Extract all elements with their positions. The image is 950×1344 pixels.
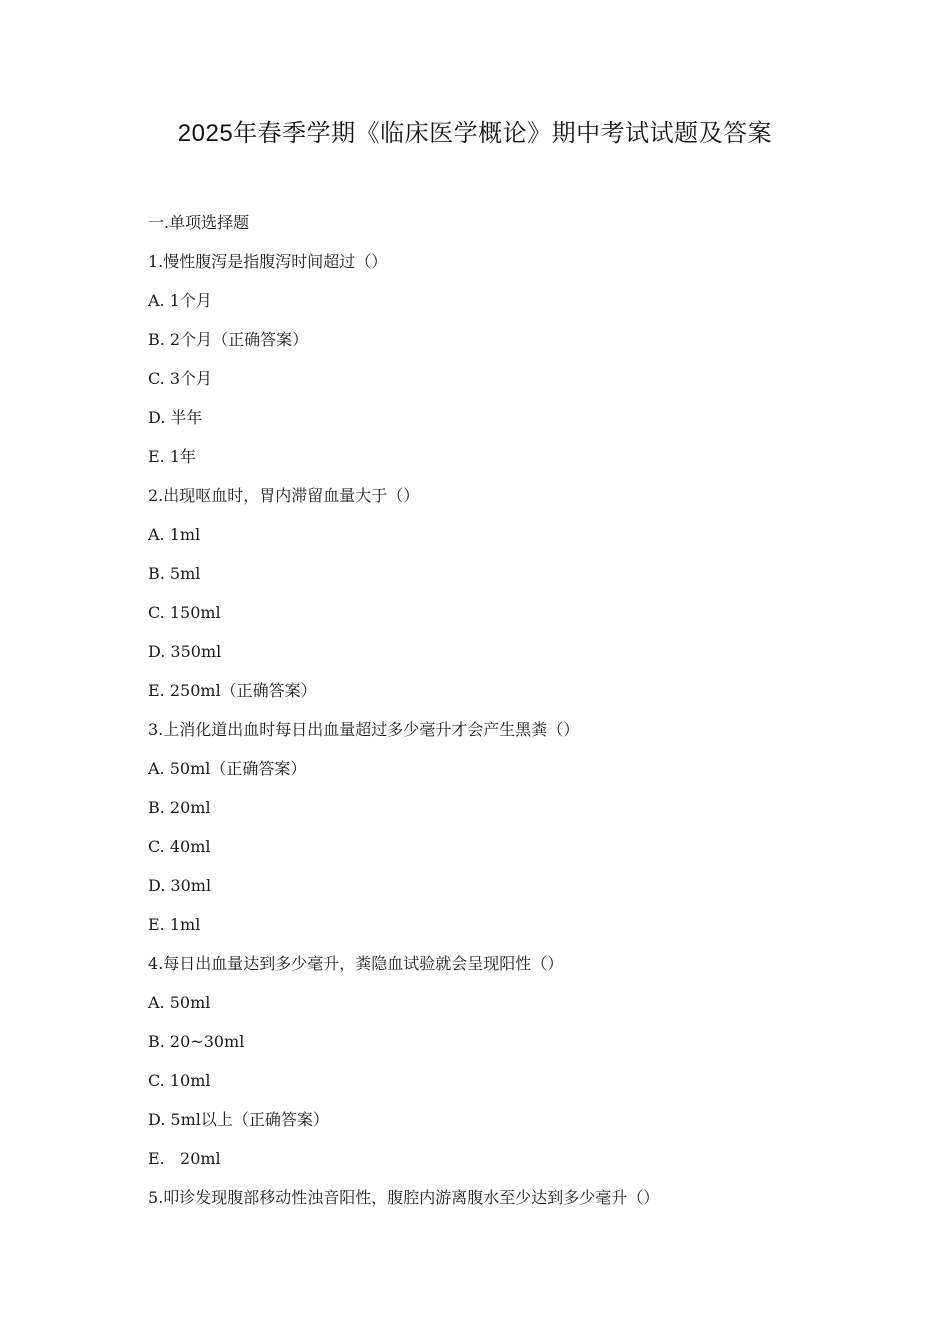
option-4d: D. 5ml以上（正确答案） bbox=[148, 1110, 329, 1129]
option-1a: A. 1个月 bbox=[148, 291, 212, 310]
option-3e: E. 1ml bbox=[148, 915, 201, 934]
option-1b: B. 2个月（正确答案） bbox=[148, 330, 309, 349]
question-stem-1: 1.慢性腹泻是指腹泻时间超过（） bbox=[148, 252, 388, 271]
page-title: 2025年春季学期《临床医学概论》期中考试试题及答案 bbox=[177, 120, 773, 147]
option-2d: D. 350ml bbox=[148, 642, 222, 661]
option-1c: C. 3个月 bbox=[148, 369, 213, 388]
section-heading: 一.单项选择题 bbox=[148, 213, 250, 232]
option-1d: D. 半年 bbox=[148, 408, 203, 427]
option-3a: A. 50ml（正确答案） bbox=[148, 759, 307, 778]
option-2c: C. 150ml bbox=[148, 603, 221, 622]
question-list bbox=[148, 208, 848, 1222]
question-stem-2: 2.出现呕血时，胃内滞留血量大于（） bbox=[148, 486, 420, 505]
option-2e: E. 250ml（正确答案） bbox=[148, 681, 317, 700]
option-3d: D. 30ml bbox=[148, 876, 212, 895]
option-2b: B. 5ml bbox=[148, 564, 201, 583]
option-4e: E. 20ml bbox=[148, 1149, 221, 1168]
option-3b: B. 20ml bbox=[148, 798, 211, 817]
option-4b: B. 20~30ml bbox=[148, 1032, 245, 1051]
question-stem-3: 3.上消化道出血时每日出血量超过多少毫升才会产生黑粪（） bbox=[148, 720, 580, 739]
option-3c: C. 40ml bbox=[148, 837, 211, 856]
option-4a: A. 50ml bbox=[148, 993, 211, 1012]
question-stem-5: 5.叩诊发现腹部移动性浊音阳性，腹腔内游离腹水至少达到多少毫升（） bbox=[148, 1188, 660, 1207]
question-stem-4: 4.每日出血量达到多少毫升，粪隐血试验就会呈现阳性（） bbox=[148, 954, 564, 973]
option-1e: E. 1年 bbox=[148, 447, 197, 466]
option-4c: C. 10ml bbox=[148, 1071, 211, 1090]
option-2a: A. 1ml bbox=[148, 525, 201, 544]
